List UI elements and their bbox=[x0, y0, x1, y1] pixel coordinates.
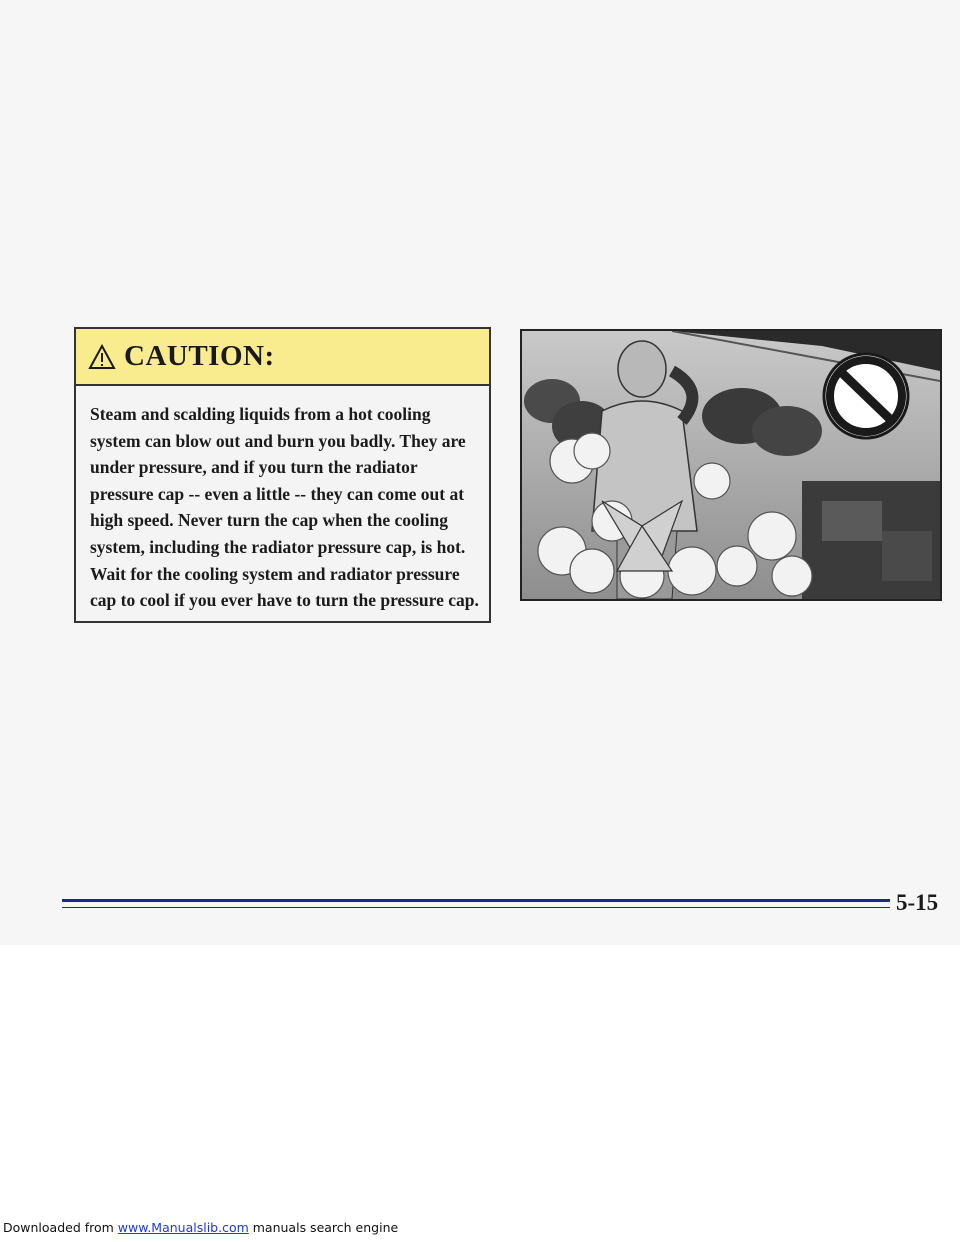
footer-prefix: Downloaded from bbox=[3, 1220, 118, 1235]
download-footer bbox=[3, 1220, 398, 1235]
illustration-art bbox=[522, 331, 940, 599]
caution-title: CAUTION: bbox=[124, 340, 275, 372]
manualslib-link[interactable]: www.Manualslib.com bbox=[117, 1220, 249, 1235]
footer-suffix: manuals search engine bbox=[248, 1220, 399, 1235]
caution-header bbox=[76, 329, 489, 386]
rule-thin bbox=[62, 907, 890, 908]
caution-box bbox=[74, 327, 491, 623]
page-number: 5-15 bbox=[896, 890, 939, 915]
steam-warning-illustration bbox=[520, 329, 942, 601]
footer-rule bbox=[62, 895, 890, 915]
warning-triangle-icon bbox=[88, 344, 116, 370]
rule-thick bbox=[62, 899, 890, 902]
no-symbol-icon bbox=[824, 354, 908, 438]
caution-text: Steam and scalding liquids from a hot cooling system can blow out and burn you badly. They are under pressure, and if you turn the radiator pressure cap -- even a little -- they can come out at high speed. Never turn the cap when the cooling system, including the radiator pressure cap, is hot. Wait for the cooling system and radiator pressure cap to cool if you ever have to turn the pressure cap. bbox=[90, 404, 479, 611]
